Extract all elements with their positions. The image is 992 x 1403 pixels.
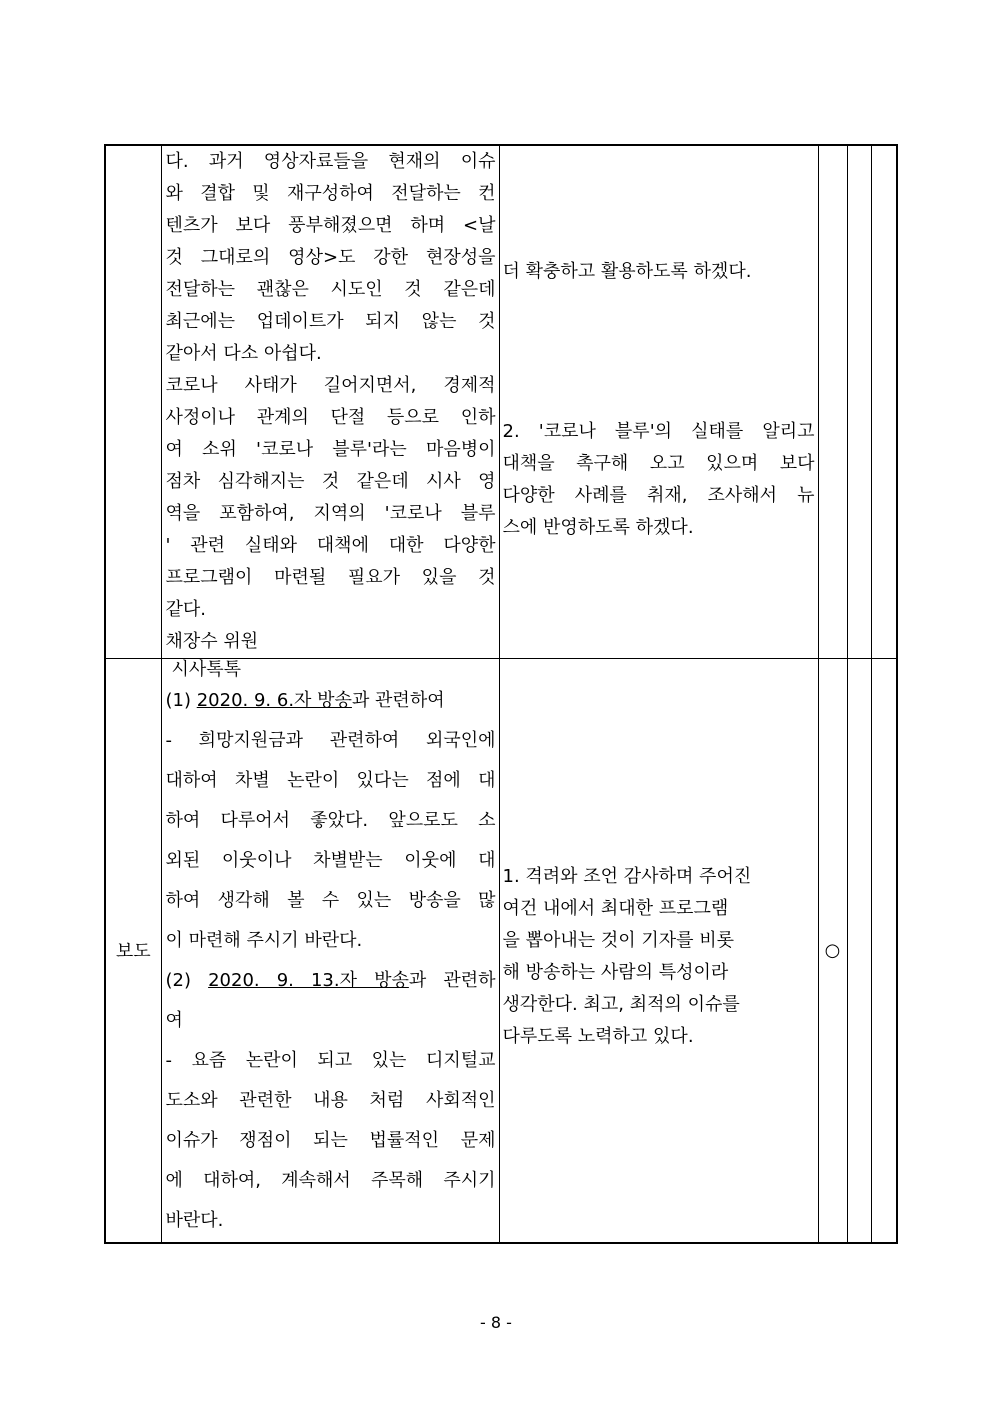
opinion-line: 에 대하여, 계속해서 주목해 주시기 <box>165 1170 496 1191</box>
table-row <box>105 659 897 1243</box>
opinion-line: 텐츠가 보다 풍부해졌으면 하며 <날 <box>165 215 496 236</box>
opinion-line: 같아서 다소 아쉽다. <box>165 343 322 364</box>
opinion-cell <box>161 659 499 1243</box>
page-number: - 8 - <box>480 1313 512 1332</box>
opinion-line: 점차 심각해지는 것 같은데 시사 영 <box>165 471 496 492</box>
opinion-line: 이슈가 쟁점이 되는 법률적인 문제 <box>165 1130 496 1151</box>
opinion-line: 와 결합 및 재구성하여 전달하는 컨 <box>165 183 496 204</box>
opinion-line: 여 <box>165 1010 183 1031</box>
check-mark-cell: ○ <box>818 659 847 1243</box>
response-line: 다루도록 노력하고 있다. <box>502 1026 694 1048</box>
check-cell <box>847 659 871 1243</box>
opinion-line: 하여 생각해 볼 수 있는 방송을 많 <box>165 890 496 911</box>
opinion-line: 이 마련해 주시기 바란다. <box>165 930 363 951</box>
response-line: 을 뽑아내는 것이 기자를 비롯 <box>502 930 735 952</box>
opinion-line: ' 관련 실태와 대책에 대한 다양한 <box>165 535 496 556</box>
opinion-line: 도소와 관련한 내용 처럼 사회적인 <box>165 1090 496 1111</box>
opinion-line: 최근에는 업데이트가 되지 않는 것 <box>165 311 496 332</box>
opinion-line: - 요즘 논란이 되고 있는 디지털교 <box>165 1050 496 1071</box>
opinion-item-heading: (1) 2020. 9. 6.자 방송과 관련하여 <box>165 690 445 711</box>
response-cell <box>499 659 818 1243</box>
response-line: 생각한다. 최고, 최적의 이슈를 <box>502 994 740 1016</box>
opinion-line: 다. 과거 영상자료들을 현재의 이슈 <box>165 151 496 172</box>
program-name: 시사톡톡 <box>171 659 242 680</box>
opinion-line: - 희망지원금과 관련하여 외국인에 <box>165 730 496 751</box>
opinion-line: 하여 다루어서 좋았다. 앞으로도 소 <box>165 810 496 831</box>
broadcast-date: 2020. 9. 13.자 방송 <box>208 970 409 991</box>
opinion-cell <box>161 145 499 659</box>
category-cell: 보도 <box>105 659 161 1243</box>
document-table <box>104 144 898 1244</box>
check-cell <box>818 145 847 659</box>
opinion-line: 역을 포함하여, 지역의 '코로나 블루 <box>165 503 496 524</box>
response-cell <box>499 145 818 659</box>
response-line: 대책을 촉구해 오고 있으며 보다 <box>502 453 815 474</box>
opinion-line: 것 그대로의 영상>도 강한 현장성을 <box>165 247 496 268</box>
opinion-item-heading: (2) 2020. 9. 13.자 방송과 관련하 <box>165 970 496 991</box>
opinion-line: 전달하는 괜찮은 시도인 것 같은데 <box>165 279 496 300</box>
opinion-line: 여 소위 '코로나 블루'라는 마음병이 <box>165 439 496 460</box>
response-line: 2. '코로나 블루'의 실태를 알리고 <box>502 421 815 442</box>
check-cell <box>847 145 871 659</box>
response-line: 더 확충하고 활용하도록 하겠다. <box>502 261 752 282</box>
check-cell <box>871 659 897 1243</box>
table-row <box>105 145 897 659</box>
broadcast-date: 2020. 9. 6.자 방송 <box>196 690 352 711</box>
opinion-line: 바란다. <box>165 1210 224 1231</box>
response-line: 여건 내에서 최대한 프로그램 <box>502 898 729 920</box>
response-line: 해 방송하는 사람의 특성이라 <box>502 962 729 984</box>
opinion-line: 프로그램이 마련될 필요가 있을 것 <box>165 567 496 588</box>
response-line: 1. 격려와 조언 감사하며 주어진 <box>502 866 752 888</box>
opinion-line: 같다. <box>165 599 206 620</box>
opinion-line: 코로나 사태가 길어지면서, 경제적 <box>165 375 496 396</box>
response-line: 스에 반영하도록 하겠다. <box>502 517 694 538</box>
category-cell <box>105 145 161 659</box>
opinion-line: 사정이나 관계의 단절 등으로 인하 <box>165 407 496 428</box>
opinion-line: 외된 이웃이나 차별받는 이웃에 대 <box>165 850 496 871</box>
check-cell <box>871 145 897 659</box>
opinion-line: 대하여 차별 논란이 있다는 점에 대 <box>165 770 496 791</box>
response-line: 다양한 사례를 취재, 조사해서 뉴 <box>502 485 815 506</box>
committee-member-name: 채장수 위원 <box>165 631 259 652</box>
